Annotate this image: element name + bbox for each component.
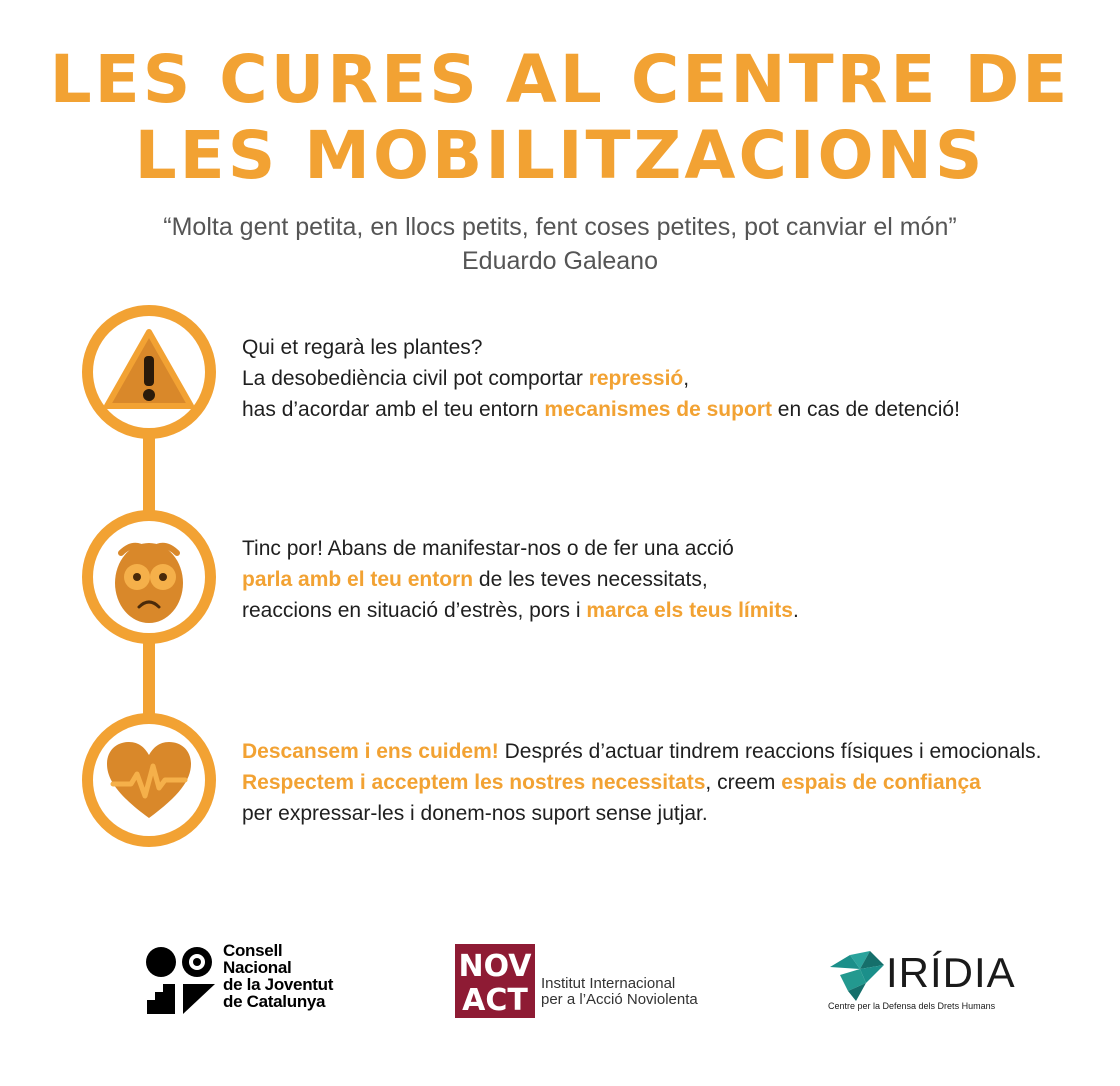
warning-circle [82, 305, 216, 439]
iridia-name: IRÍDIA [886, 949, 1016, 996]
scared-face-icon [99, 527, 199, 627]
item-warning-text [242, 332, 1120, 425]
novact-logo [455, 942, 735, 1022]
item-1-line-1: Qui et regarà les plantes? [242, 336, 483, 359]
cnjc-logo [145, 942, 375, 1017]
title-line-1: LES CURES AL CENTRE DE [49, 41, 1071, 118]
cnjc-name: Consell Nacional de la Joventut de Catalunya [223, 941, 334, 1011]
item-2-line-3: reaccions en situació d’estrès, pors i marca els teus límits. [242, 599, 799, 622]
cnjc-mark-icon [145, 944, 217, 1016]
quote-text: “Molta gent petita, en llocs petits, fent coses petites, pot canviar el món” [163, 213, 957, 241]
item-3-line-1: Descansem i ens cuidem! Després d’actuar tindrem reaccions físiques i emocionals. [242, 740, 1042, 763]
iridia-subtitle: Centre per la Defensa dels Drets Humans [828, 1001, 996, 1011]
iridia-logo [826, 945, 1026, 1020]
title-line-2: LES MOBILITZACIONS [134, 117, 986, 194]
heartbeat-icon [99, 730, 199, 830]
item-2-line-2: parla amb el teu entorn de les teves necessitats, [242, 568, 708, 591]
item-3-line-2: Respectem i acceptem les nostres necessitats, creem espais de confiança [242, 771, 981, 794]
iridia-bird-icon [826, 947, 886, 1003]
item-3-line-3: per expressar-les i donem-nos suport sense jutjar. [242, 802, 708, 825]
poster-title [0, 42, 1120, 194]
warning-triangle-icon [99, 322, 199, 422]
item-care-text [242, 736, 1120, 829]
care-circle [82, 713, 216, 847]
svg-text:ACT: ACT [462, 983, 528, 1018]
quote-author: Eduardo Galeano [462, 247, 658, 275]
novact-name: Institut Internacional per a l’Acció Noviolenta [541, 975, 698, 1008]
svg-text:NOV: NOV [458, 949, 532, 984]
novact-mark [455, 942, 535, 1020]
item-2-line-1: Tinc por! Abans de manifestar-nos o de fer una acció [242, 537, 734, 560]
item-fear-text [242, 533, 1120, 626]
item-1-line-2: La desobediència civil pot comportar repressió, [242, 367, 690, 390]
item-1-line-3: has d’acordar amb el teu entorn mecanismes de suport en cas de detenció! [242, 398, 960, 421]
fear-circle [82, 510, 216, 644]
